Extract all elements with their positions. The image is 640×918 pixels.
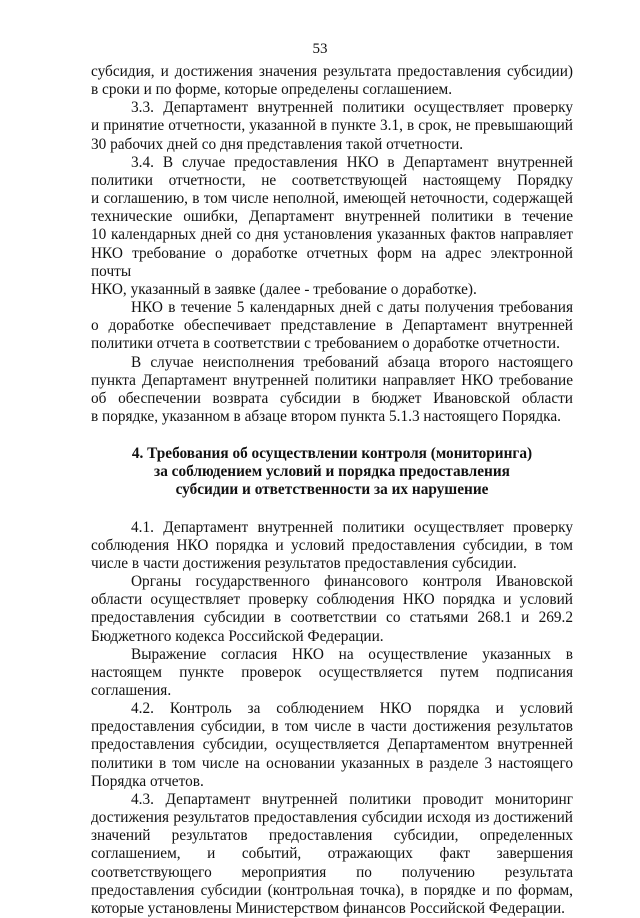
text-line: НКО в течение 5 календарных дней с даты получения требования [131, 299, 573, 317]
text-line: предоставления субсидии, в том числе в части достижения результатов [91, 718, 573, 736]
text-line: 30 рабочих дней со дня представления такой отчетности. [91, 135, 464, 153]
text-line: в порядке, указанном в абзаце втором пункта 5.1.3 настоящего Порядка. [91, 407, 561, 425]
text-line: об обеспечении возврата субсидии в бюджет Ивановской области [91, 389, 573, 407]
text-line: соглашения. [91, 682, 172, 699]
text-line: 4.3. Департамент внутренней политики проводит мониторинг [131, 790, 573, 808]
text-line: политики отчета в соответствии с требованием о доработке отчетности. [91, 335, 560, 353]
text-line: соблюдения НКО порядка и условий предоставления субсидии, в том [91, 536, 573, 554]
text-line: значений результатов предоставления субсидии, определенных [91, 827, 573, 845]
text-line: и соглашению, в том числе неполной, имеющей неточности, содержащей [91, 190, 573, 208]
text-line: в сроки и по форме, которые определены соглашением. [91, 81, 453, 99]
text-line: предоставления субсидии, осуществляется Департаментом внутренней [91, 736, 573, 754]
text-line: 10 календарных дней со дня установления указанных фактов направляет [91, 226, 573, 244]
section-heading-line: за соблюдением условий и порядка предоставления [154, 463, 510, 481]
section-heading-line: 4. Требования об осуществлении контроля (мониторинга) [131, 445, 533, 463]
text-line: и принятие отчетности, указанной в пункте 3.1, в срок, не превышающий [91, 117, 573, 135]
text-line: Бюджетного кодекса Российской Федерации. [91, 627, 384, 645]
document-body [91, 63, 573, 918]
text-line: 3.3. Департамент внутренней политики осуществляет проверку [131, 99, 573, 117]
text-line: НКО требование о доработке отчетных форм на адрес электронной почты [91, 244, 573, 280]
text-line: В случае неисполнения требований абзаца второго настоящего [131, 353, 573, 371]
text-line: 4.1. Департамент внутренней политики осуществляет проверку [131, 518, 573, 536]
section-heading-line: субсидии и ответственности за их нарушение [175, 481, 489, 499]
text-line: пункта Департамент внутренней политики направляет НКО требование [91, 371, 573, 389]
text-line: которые установлены Министерством финансов Российской Федерации. [91, 899, 565, 917]
text-line: Органы государственного финансового контроля Ивановской [131, 573, 573, 591]
text-line: НКО, указанный в заявке (далее - требование о доработке). [91, 280, 477, 298]
section-4-heading [91, 445, 573, 499]
text-line: о доработке обеспечивает представление в Департамент внутренней [91, 317, 573, 335]
text-line: Выражение согласия НКО на осуществление указанных в [131, 645, 573, 663]
text-line: 4.2. Контроль за соблюдением НКО порядка и условий [131, 700, 573, 718]
text-line: политики в том числе на основании указанных в разделе 3 настоящего [91, 754, 573, 772]
text-line: предоставления субсидии (контрольная точка), в порядке и по формам, [91, 881, 573, 899]
text-line: 3.4. В случае предоставления НКО в Департамент внутренней [131, 153, 573, 171]
page-number: 53 [312, 41, 328, 57]
text-line: политики отчетности, не соответствующей настоящему Порядку [91, 171, 573, 189]
text-line: числе в части достижения результатов предоставления субсидии. [91, 554, 517, 572]
text-line: соглашением, и событий, отражающих факт завершения [91, 845, 573, 863]
text-line: настоящем пункте проверок осуществляется путем подписания [91, 663, 573, 681]
section-4-text [91, 519, 573, 918]
section-3-continuation [91, 63, 573, 426]
text-line: соответствующего мероприятия по получению результата [91, 863, 573, 881]
text-line: предоставления субсидии в соответствии со статьями 268.1 и 269.2 [91, 609, 573, 627]
text-line: области осуществляет проверку соблюдения НКО порядка и условий [91, 591, 573, 609]
text-line: Порядка отчетов. [91, 772, 204, 790]
text-line: технические ошибки, Департамент внутренней политики в течение [91, 208, 573, 226]
text-line: достижения результатов предоставления субсидии исходя из достижений [91, 809, 573, 827]
text-line: субсидия, и достижения значения результата предоставления субсидии) [91, 63, 573, 80]
